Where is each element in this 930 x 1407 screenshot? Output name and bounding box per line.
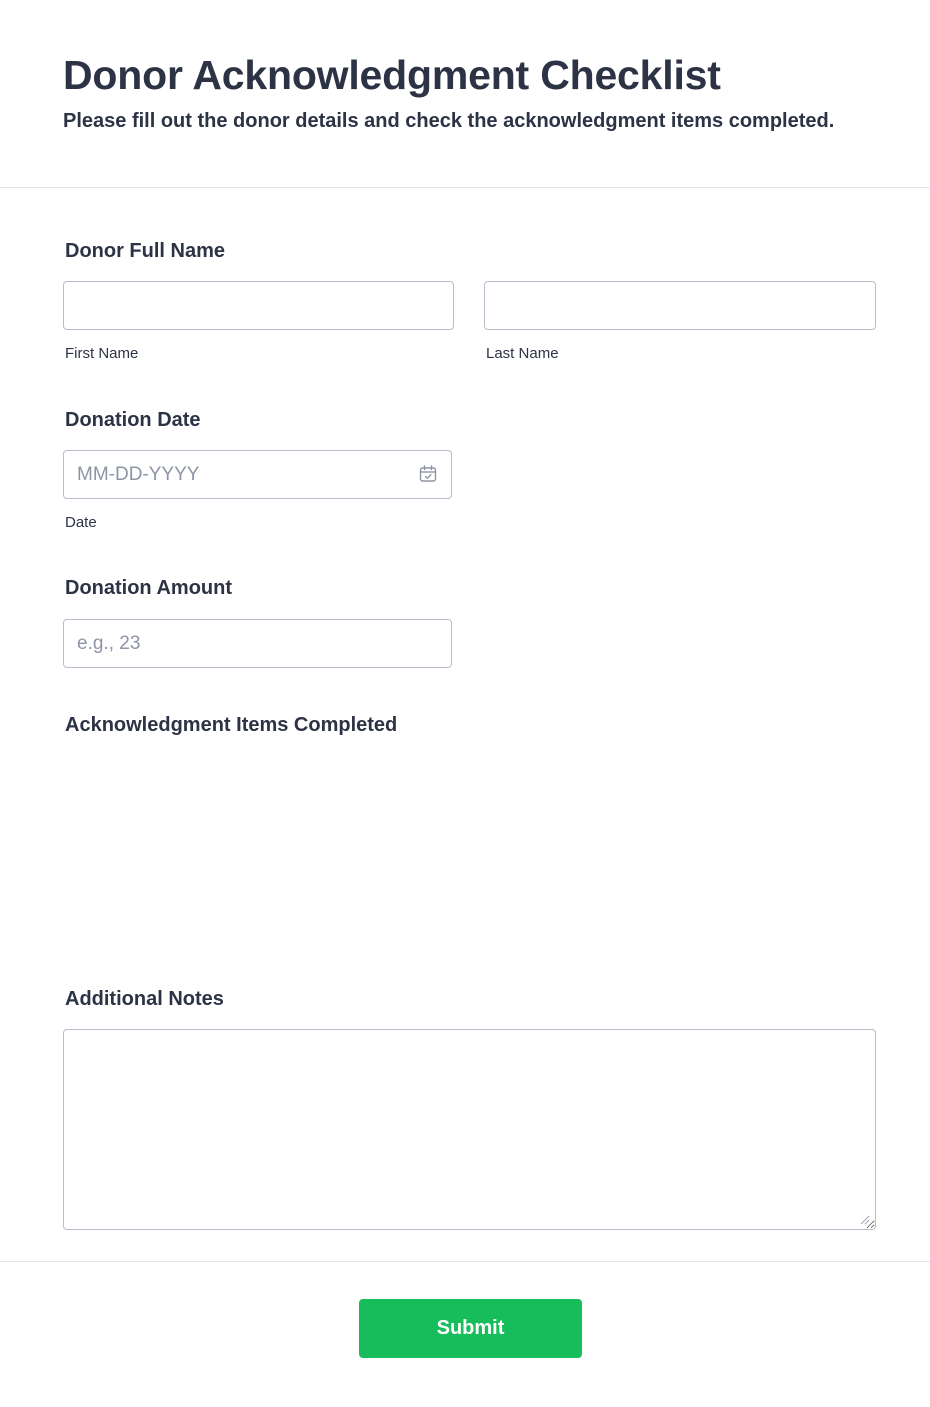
donation-date-sublabel: Date xyxy=(65,514,97,531)
first-name-sublabel: First Name xyxy=(65,345,139,362)
calendar-icon[interactable] xyxy=(418,464,438,484)
additional-notes-textarea[interactable] xyxy=(63,1029,876,1230)
form-subtitle: Please fill out the donor details and check the acknowledgment items completed. xyxy=(63,110,835,132)
footer-divider xyxy=(0,1261,930,1262)
donation-amount-label: Donation Amount xyxy=(65,577,233,599)
donation-amount-input[interactable] xyxy=(63,619,452,668)
submit-button[interactable]: Submit xyxy=(359,1299,582,1358)
donation-date-input[interactable] xyxy=(63,450,452,499)
donation-date-label: Donation Date xyxy=(65,409,201,431)
form-title: Donor Acknowledgment Checklist xyxy=(63,52,721,98)
first-name-input[interactable] xyxy=(63,281,454,330)
donor-name-label: Donor Full Name xyxy=(65,240,226,262)
form-header xyxy=(0,0,930,188)
acknowledgment-items-area xyxy=(63,750,876,970)
acknowledgment-items-label: Acknowledgment Items Completed xyxy=(65,714,398,736)
last-name-input[interactable] xyxy=(484,281,876,330)
resize-grip-icon[interactable] xyxy=(858,1213,870,1225)
additional-notes-label: Additional Notes xyxy=(65,988,224,1010)
last-name-sublabel: Last Name xyxy=(486,345,559,362)
